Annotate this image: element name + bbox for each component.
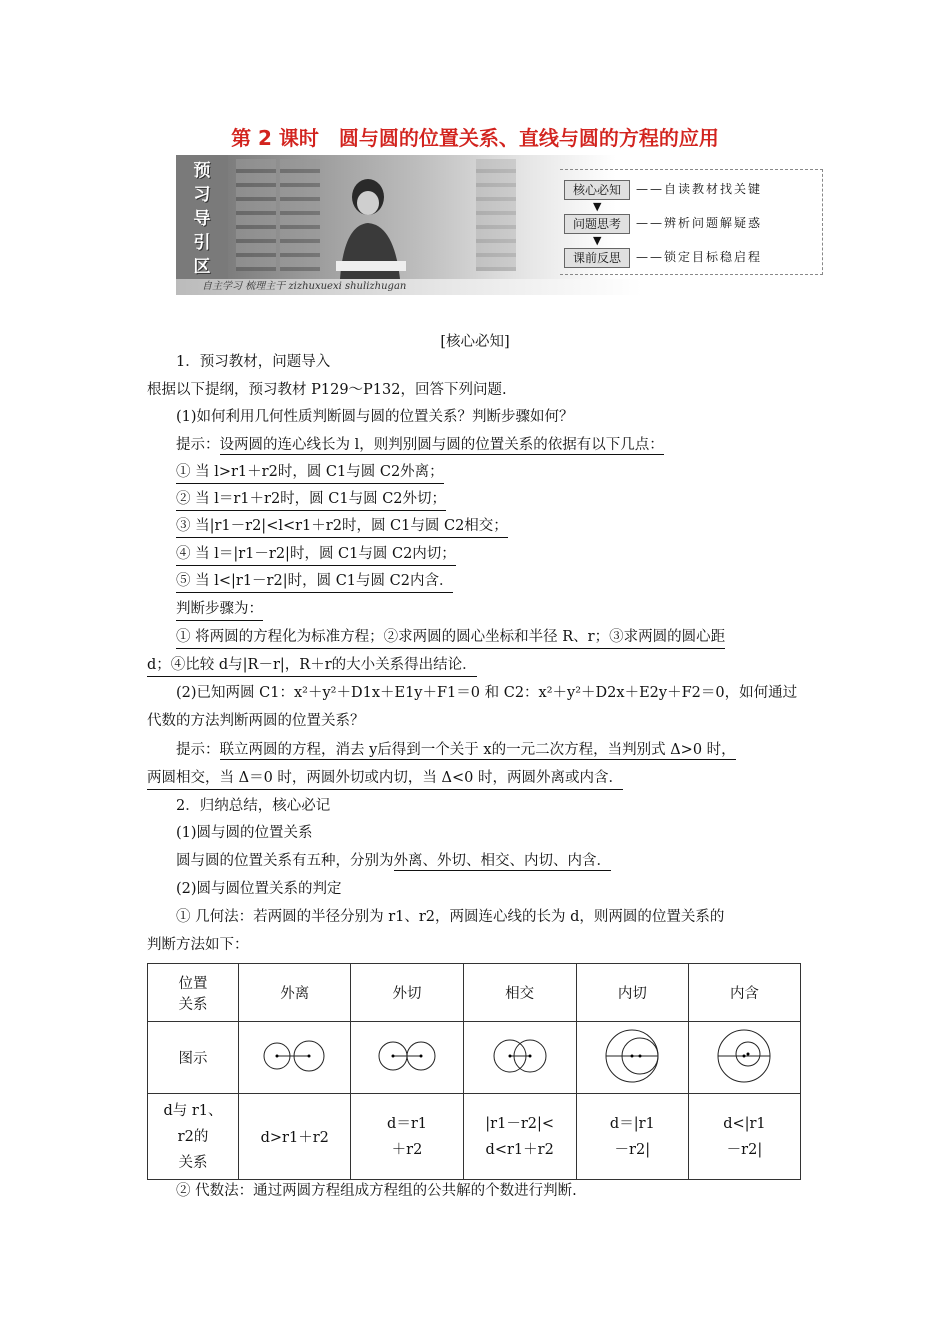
table-cell: d＝r1 ＋r2 [351,1094,463,1180]
table-cell: 图示 [148,1022,239,1094]
text-line: ② 代数法：通过两圆方程组成方程组的公共解的个数进行判断. [176,1183,577,1199]
table-header-cell: 外离 [239,964,351,1022]
text-line: d；④比较 d与|R－r|，R＋r的大小关系得出结论． [147,655,477,677]
table-cell: d<|r1 －r2| [688,1094,800,1180]
table-row [148,1022,801,1094]
diagram-contained [688,1022,800,1094]
table-cell: d＝|r1 －r2| [576,1094,688,1180]
table-header-cell: 相交 [463,964,576,1022]
text-line: 提示：联立两圆的方程，消去 y后得到一个关于 x的一元二次方程，当判别式 Δ>0 时， [176,742,736,758]
step-desc: ——辨析问题解疑惑 [636,216,763,230]
step-desc: ——自读教材找关键 [636,182,763,196]
table-header-cell: 位置 关系 [148,964,239,1022]
page-title: 第 2 课时 圆与圆的位置关系、直线与圆的方程的应用 [231,126,719,150]
student-reading-image [326,175,416,279]
arrow-down-icon: ▼ [593,200,602,213]
banner-strip: 自主学习 梳理主干 zizhuxuexi shulizhugan [176,279,642,295]
diagram-intersecting [463,1022,576,1094]
text-line: 代数的方法判断两圆的位置关系？ [147,713,365,729]
text-line: ① 几何法：若两圆的半径分别为 r1、r2，两圆连心线的长为 d，则两圆的位置关系的 [176,909,725,925]
text-line: 1．预习教材，问题导入 [176,354,331,370]
text-line: ① 当 l>r1＋r2时，圆 C1与圆 C2外离； [176,462,444,484]
table-header-cell: 内含 [688,964,800,1022]
banner-photo [176,155,616,279]
text-line: (1)如何利用几何性质判断圆与圆的位置关系？判断步骤如何？ [176,409,574,425]
text-line: 判断步骤为： [176,599,263,621]
text-line: 2．归纳总结，核心必记 [176,798,331,814]
diagram-separate [239,1022,351,1094]
diagram-externally-tangent [351,1022,463,1094]
relation-table [147,963,801,1180]
intro-banner [176,155,826,295]
step-desc: ——锁定目标稳启程 [636,250,763,264]
step-label: 课前反思 [564,248,630,268]
text-line: 两圆相交，当 Δ＝0 时，两圆外切或内切，当 Δ<0 时，两圆外离或内含． [147,768,623,790]
arrow-down-icon: ▼ [593,234,602,247]
text-line: 根据以下提纲，预习教材 P129～P132，回答下列问题. [147,382,507,398]
table-row [148,964,801,1022]
text-line: (2)圆与圆位置关系的判定 [176,881,342,897]
table-row [148,1094,801,1180]
text-line: ③ 当|r1－r2|<l<r1＋r2时，圆 C1与圆 C2相交； [176,516,508,538]
text-line: 圆与圆的位置关系有五种，分别为外离、外切、相交、内切、内含． [176,853,611,869]
text-line: (1)圆与圆的位置关系 [176,825,313,841]
table-header-cell: 内切 [576,964,688,1022]
text-line: ⑤ 当 l<|r1－r2|时，圆 C1与圆 C2内含． [176,571,453,593]
text-line: 提示：设两圆的连心线长为 l，则判别圆与圆的位置关系的依据有以下几点： [176,437,664,453]
step-label: 问题思考 [564,214,630,234]
text-line: ④ 当 l＝|r1－r2|时，圆 C1与圆 C2内切； [176,544,456,566]
text-line: ① 将两圆的方程化为标准方程；②求两圆的圆心坐标和半径 R、r；③求两圆的圆心距 [176,627,725,649]
section-heading: [核心必知] [440,334,510,350]
table-cell: d>r1＋r2 [239,1094,351,1180]
table-cell: d与 r1、 r2的 关系 [148,1094,239,1180]
table-header-cell: 外切 [351,964,463,1022]
text-line: (2)已知两圆 C1：x²＋y²＋D1x＋E1y＋F1＝0 和 C2：x²＋y²＋D2x＋E2y＋F2＝0，如何通过 [176,685,798,701]
banner-side-label: 预 习 导 引 区 [176,155,228,283]
text-line: ② 当 l＝r1＋r2时，圆 C1与圆 C2外切； [176,489,446,511]
diagram-internally-tangent [576,1022,688,1094]
text-line: 判断方法如下： [147,937,249,953]
step-label: 核心必知 [564,180,630,200]
banner-steps [560,169,823,275]
table-cell: |r1－r2|< d<r1＋r2 [463,1094,576,1180]
